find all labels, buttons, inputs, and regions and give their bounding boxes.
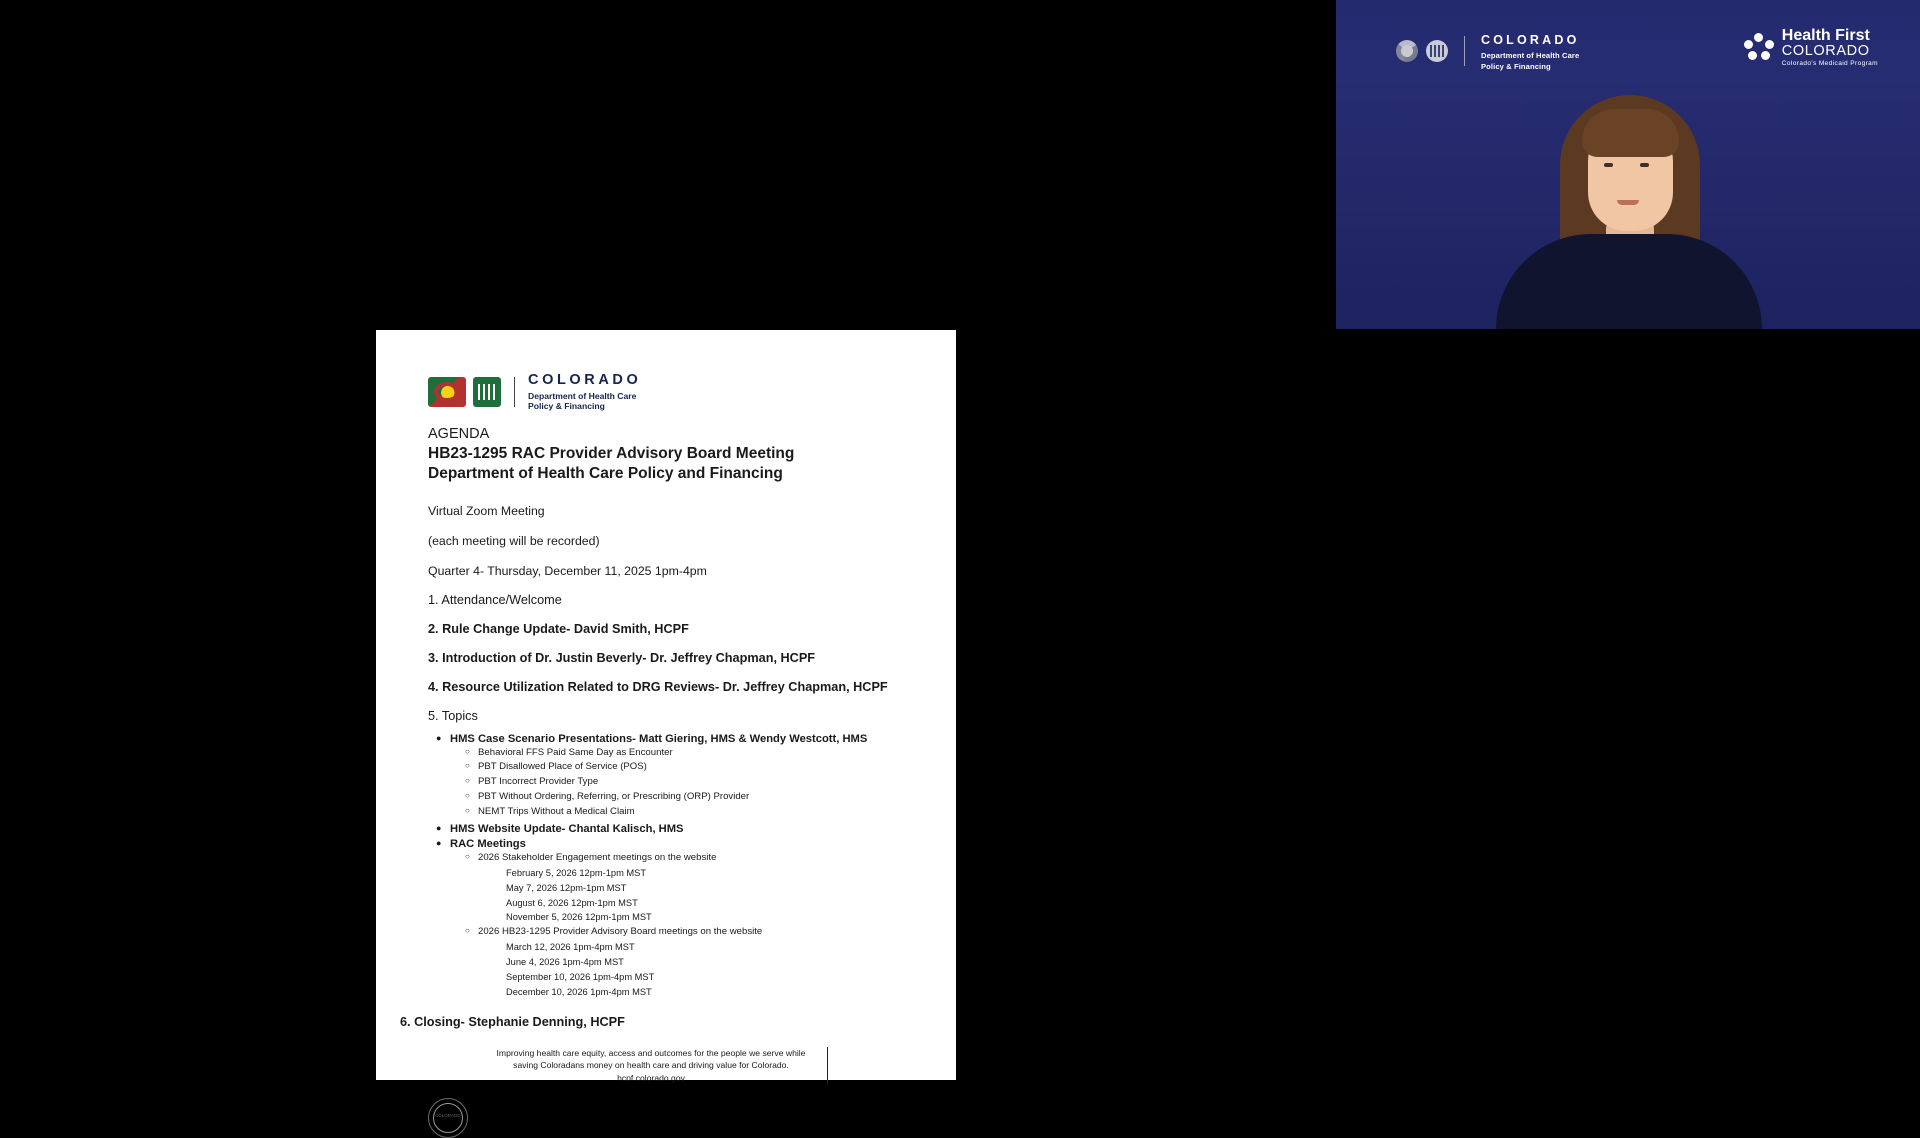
list-item: August 6, 2026 12pm-1pm MST xyxy=(506,897,638,908)
meeting-type: Virtual Zoom Meeting xyxy=(428,503,545,518)
list-item xyxy=(478,746,908,761)
sub-item-1: ○ Behavioral FFS Paid Same Day as Encounter xyxy=(478,747,673,758)
rac-group-1-heading: ○ 2026 Stakeholder Engagement meetings on the website xyxy=(478,852,716,863)
slide-logo-sub-line1: Department of Health Care xyxy=(528,391,637,401)
bullet-hms-case-scenarios: ● HMS Case Scenario Presentations- Matt Giering, HMS & Wendy Westcott, HMS xyxy=(450,733,867,745)
list-item xyxy=(450,838,908,1000)
logo-divider xyxy=(1464,36,1465,66)
shoulders xyxy=(1496,234,1762,329)
colorado-wordmark: COLORADO xyxy=(1481,33,1580,47)
list-item xyxy=(478,775,908,790)
health-first-dots-icon xyxy=(1744,33,1774,63)
list-item xyxy=(478,790,908,805)
hms-case-scenarios-sublist xyxy=(450,746,908,820)
list-item: December 10, 2026 1pm-4pm MST xyxy=(506,986,652,997)
list-item xyxy=(450,823,908,835)
sub-item-5: ○ NEMT Trips Without a Medical Claim xyxy=(478,806,635,817)
shared-agenda-slide xyxy=(376,330,956,1118)
rac-group-1-dates xyxy=(478,866,908,926)
state-seal-icon xyxy=(428,1098,468,1138)
list-item: June 4, 2026 1pm-4pm MST xyxy=(506,957,624,968)
footer-website: hcpf.colorado.gov xyxy=(617,1072,685,1083)
seal-text: COLORADO xyxy=(435,1113,461,1118)
health-first-line3: Colorado's Medicaid Program xyxy=(1781,60,1878,68)
health-first-colorado-logo xyxy=(1744,28,1878,68)
colorado-flag-icon xyxy=(428,377,466,407)
footer-line1: Improving health care equity, access and outcomes for the people we serve while xyxy=(496,1047,806,1058)
eye-right xyxy=(1640,163,1649,167)
slide-logo-sub-line2: Policy & Financing xyxy=(528,401,605,412)
colorado-hcpf-logo xyxy=(1396,32,1580,71)
slide-colorado-hcpf-logo xyxy=(428,372,908,412)
bullet-rac-meetings: ● RAC Meetings xyxy=(450,838,526,850)
sub-item-4: ○ PBT Without Ordering, Referring, or Prescribing (ORP) Provider xyxy=(478,791,749,802)
rac-meetings-sublist xyxy=(450,851,908,1000)
slide-title-line1: HB23-1295 RAC Provider Advisory Board Meeting xyxy=(428,444,795,462)
list-item: November 5, 2026 12pm-1pm MST xyxy=(506,912,652,923)
slide-footer xyxy=(476,1047,826,1084)
recording-note: (each meeting will be recorded) xyxy=(428,533,600,548)
list-item: May 7, 2026 12pm-1pm MST xyxy=(506,882,627,893)
rac-group-2-dates xyxy=(478,940,908,1000)
mouth xyxy=(1617,200,1639,205)
participant-video-tile[interactable] xyxy=(1336,0,1920,329)
topics-bullet-list xyxy=(428,733,908,1000)
hcpf-building-icon xyxy=(473,377,501,407)
video-banner xyxy=(1336,0,1920,85)
list-item xyxy=(450,733,908,820)
list-item xyxy=(478,760,908,775)
webcam-feed xyxy=(1336,85,1920,329)
sub-item-2: ○ PBT Disallowed Place of Service (POS) xyxy=(478,761,647,772)
bullet-hms-website-update: ● HMS Website Update- Chantal Kalisch, HMS xyxy=(450,823,684,835)
agenda-item-2: 2. Rule Change Update- David Smith, HCPF xyxy=(428,621,689,636)
colorado-sub-line2: Policy & Financing xyxy=(1481,61,1551,71)
hair-front xyxy=(1582,109,1679,157)
rac-group-2-heading: ○ 2026 HB23-1295 Provider Advisory Board meetings on the website xyxy=(478,926,762,937)
list-item: February 5, 2026 12pm-1pm MST xyxy=(506,867,647,878)
person-silhouette xyxy=(1478,85,1778,329)
agenda-item-6-closing: 6. Closing- Stephanie Denning, HCPF xyxy=(400,1014,625,1029)
agenda-item-3: 3. Introduction of Dr. Justin Beverly- Dr. Jeffrey Chapman, HCPF xyxy=(428,650,816,665)
agenda-item-4: 4. Resource Utilization Related to DRG Reviews- Dr. Jeffrey Chapman, HCPF xyxy=(428,679,888,694)
agenda-item-1: 1. Attendance/Welcome xyxy=(428,592,562,607)
slide-title-line2: Department of Health Care Policy and Financing xyxy=(428,464,783,482)
colorado-mountain-icon xyxy=(1396,40,1418,62)
sub-item-3: ○ PBT Incorrect Provider Type xyxy=(478,776,598,787)
slide-logo-divider xyxy=(514,377,515,407)
list-item xyxy=(478,925,908,999)
agenda-label: AGENDA xyxy=(428,425,490,442)
hcpf-icon xyxy=(1426,40,1448,62)
quarter-line: Quarter 4- Thursday, December 11, 2025 1pm-4pm xyxy=(428,563,707,578)
slide-logo-sub xyxy=(528,391,641,412)
list-item: March 12, 2026 1pm-4pm MST xyxy=(506,942,635,953)
footer-line2: saving Coloradans money on health care and driving value for Colorado. xyxy=(513,1060,789,1071)
eye-left xyxy=(1604,163,1613,167)
list-item xyxy=(478,805,908,820)
colorado-sub-line1: Department of Health Care xyxy=(1481,50,1580,60)
footer-rule xyxy=(827,1047,828,1085)
health-first-line1: Health First xyxy=(1781,27,1870,44)
health-first-line2: COLORADO xyxy=(1781,43,1870,60)
agenda-item-5: 5. Topics xyxy=(428,708,478,723)
list-item: September 10, 2026 1pm-4pm MST xyxy=(506,971,655,982)
slide-colorado-wordmark: COLORADO xyxy=(528,372,642,388)
list-item xyxy=(478,851,908,925)
